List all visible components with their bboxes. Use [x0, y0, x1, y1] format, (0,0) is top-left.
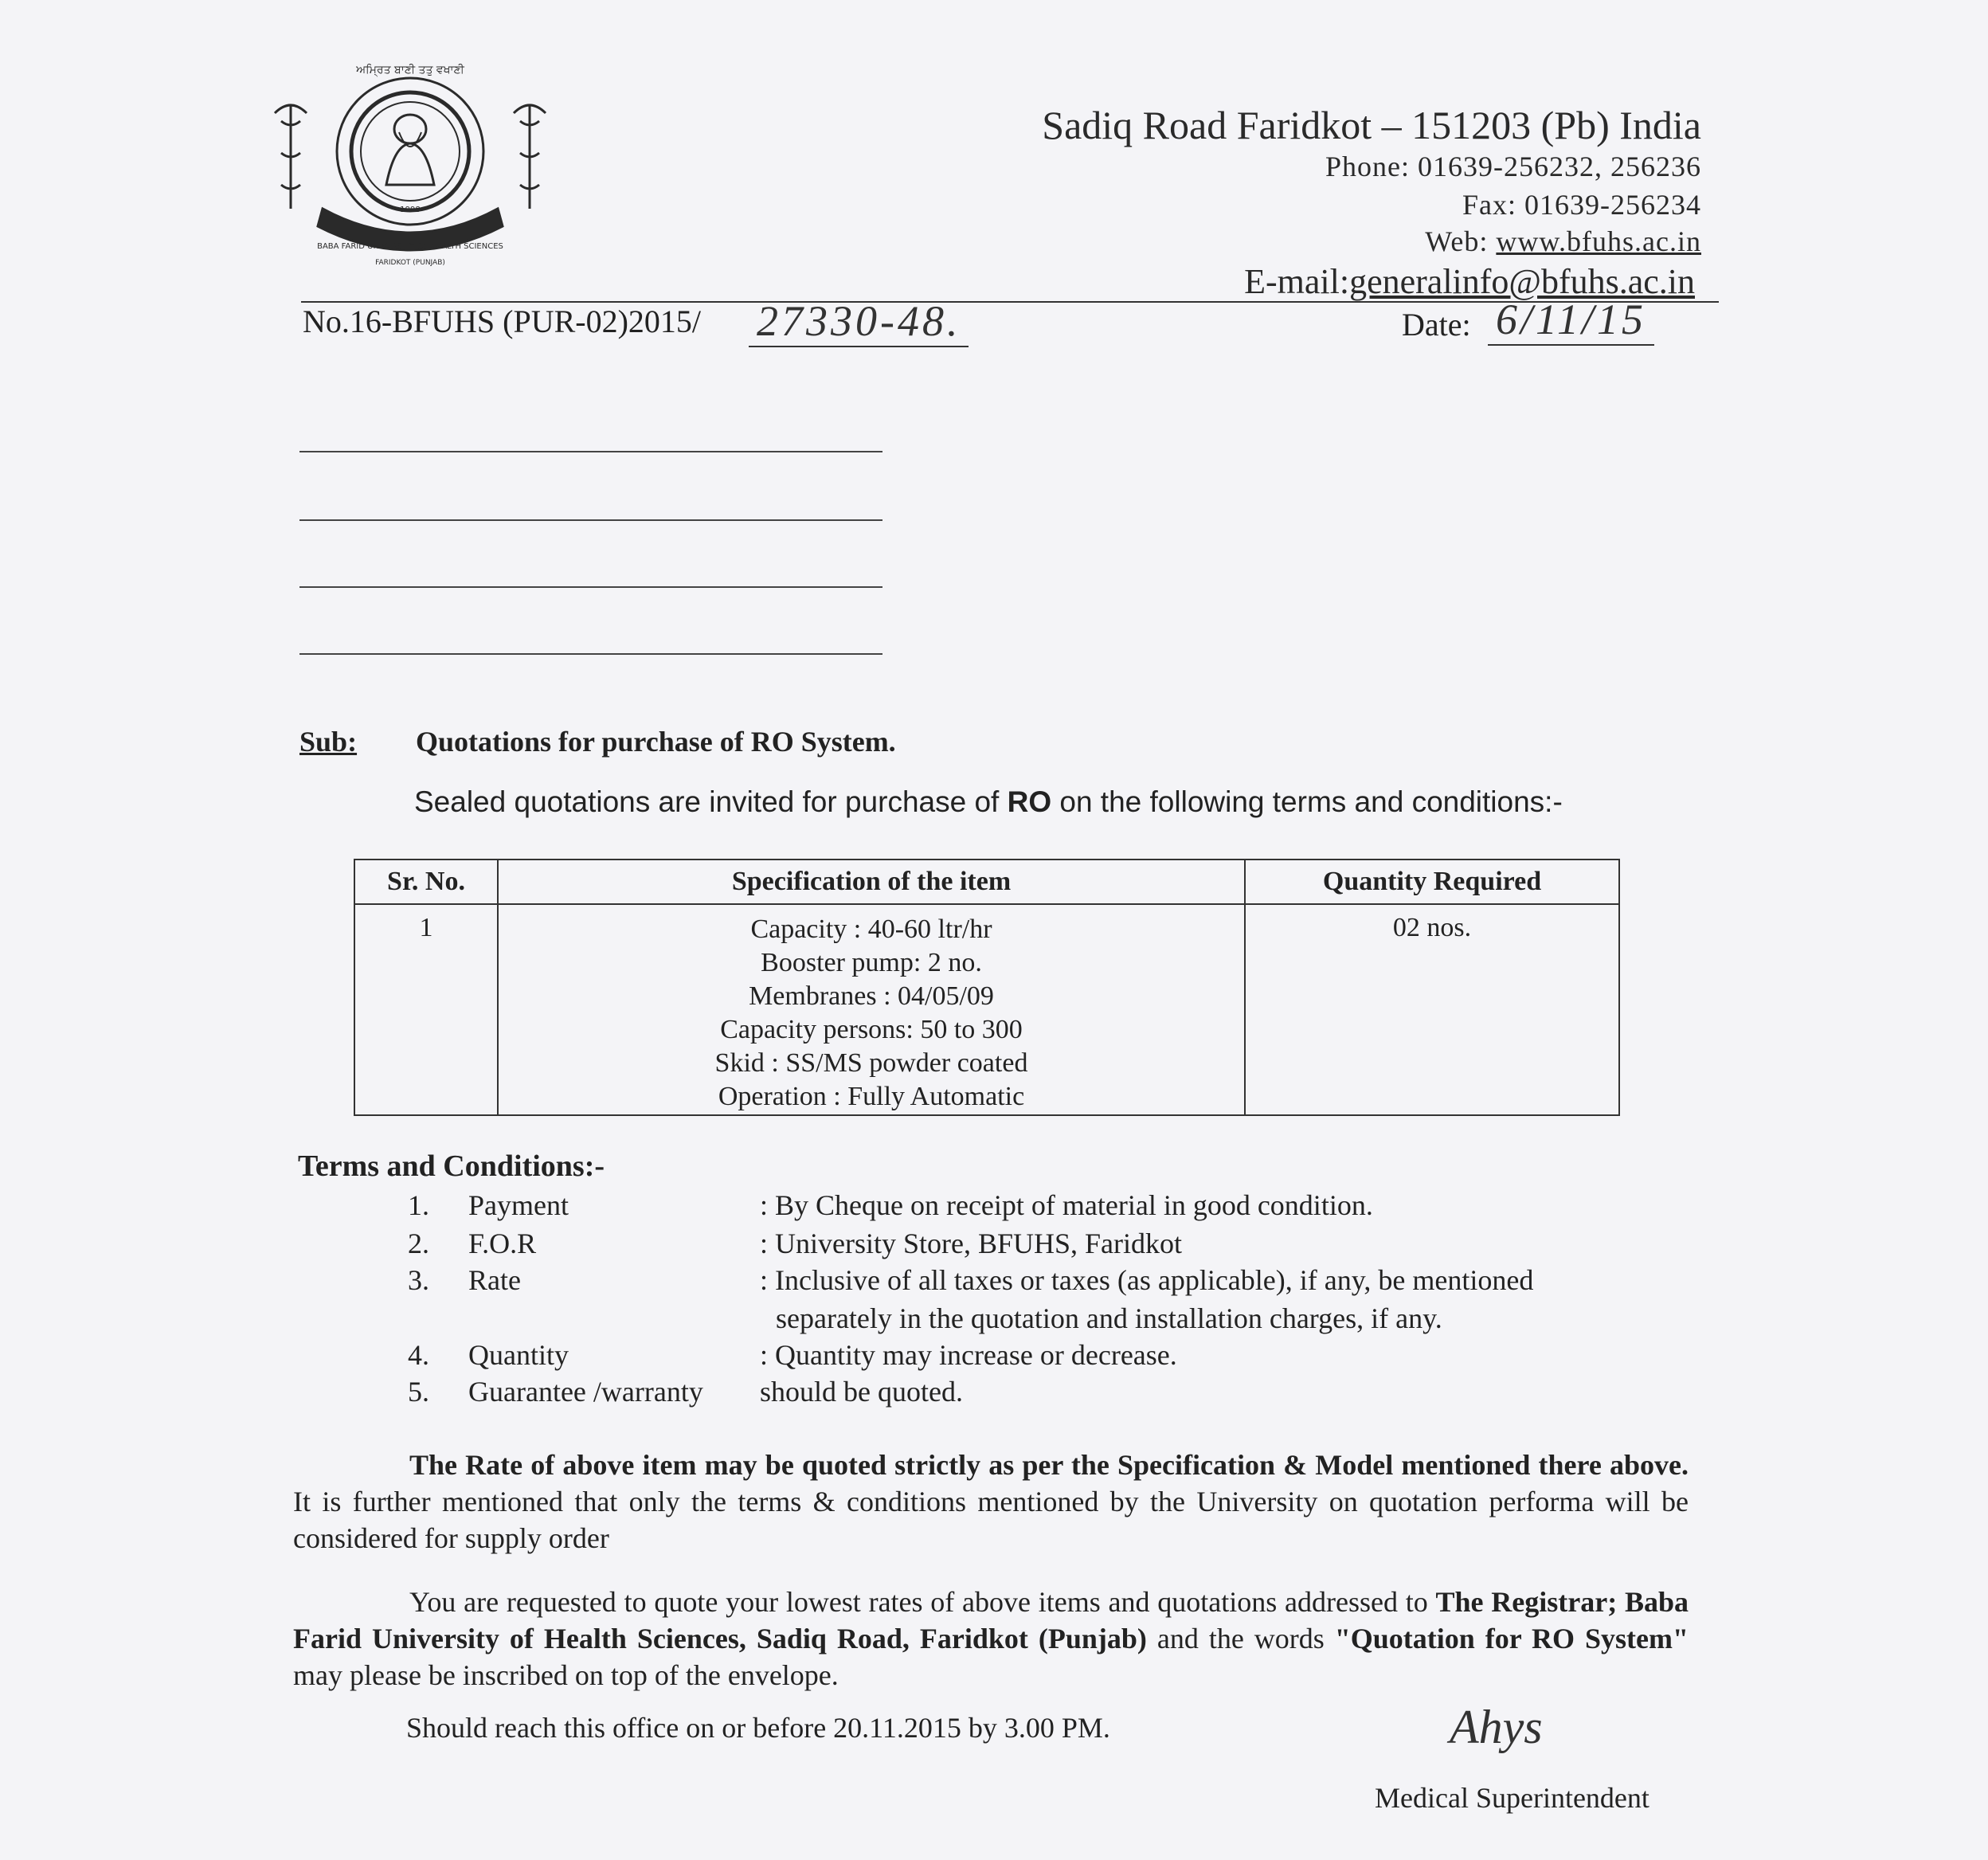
specification-table [354, 859, 1620, 1116]
term-number: 5. [408, 1376, 429, 1408]
intro-before: Sealed quotations are invited for purchase of [414, 785, 1000, 818]
seal-motto: ਅਮ੍ਰਿਤ ਬਾਣੀ ਤਤੁ ਵਖਾਣੀ [356, 64, 464, 76]
table-header-row [354, 860, 1619, 904]
rate-paragraph [293, 1447, 1689, 1557]
handwritten-date: 6/11/15 [1488, 295, 1654, 346]
request-envelope-words: "Quotation for RO System" [1334, 1623, 1689, 1654]
term-label: Rate [468, 1264, 521, 1296]
seal-place: FARIDKOT (PUNJAB) [375, 259, 445, 267]
subject-label: Sub: [299, 726, 358, 758]
header-specification: Specification of the item [498, 860, 1245, 904]
phone-number: 01639-256232, 256236 [1418, 151, 1701, 182]
request-addressee: The Registrar; Baba Farid University of Health Sciences, Sadiq Road, Faridkot (Punjab) [293, 1586, 1689, 1654]
handwritten-signature: Ahys [1450, 1701, 1543, 1753]
term-value: : Inclusive of all taxes or taxes (as applicable), if any, be mentioned [760, 1264, 1534, 1296]
web-link[interactable]: www.bfuhs.ac.in [1496, 225, 1701, 257]
phone-line [1325, 150, 1701, 183]
intro-paragraph [414, 785, 1563, 819]
cell-sr-no: 1 [354, 904, 498, 1115]
term-value: should be quoted. [760, 1376, 963, 1408]
fax-line [1462, 188, 1701, 221]
intro-after: on the following terms and conditions:- [1059, 785, 1563, 818]
header-quantity: Quantity Required [1245, 860, 1619, 904]
spec-line: Capacity : 40-60 ltr/hr [750, 914, 992, 944]
university-seal-logo [267, 49, 554, 272]
addressee-line [299, 586, 882, 588]
date-label: Date: [1402, 307, 1471, 343]
spec-line: Skid : SS/MS powder coated [714, 1048, 1028, 1078]
cell-specification [498, 904, 1245, 1115]
fax-label: Fax: [1462, 189, 1516, 221]
spec-line: Operation : Fully Automatic [718, 1082, 1025, 1111]
request-before: You are requested to quote your lowest rates of above items and quotations addressed to [409, 1586, 1428, 1618]
addressee-line [299, 519, 882, 521]
seal-name: BABA FARID UNIVERSITY OF HEALTH SCIENCES [317, 242, 503, 251]
phone-label: Phone: [1325, 151, 1410, 182]
addressee-line [299, 451, 882, 452]
term-label: Guarantee /warranty [468, 1376, 703, 1408]
term-number: 4. [408, 1339, 429, 1371]
term-number: 2. [408, 1228, 429, 1259]
term-value: : Quantity may increase or decrease. [760, 1339, 1177, 1371]
email-link[interactable]: generalinfo@bfuhs.ac.in [1349, 262, 1695, 301]
email-label: E-mail: [1244, 262, 1350, 301]
spec-line: Membranes : 04/05/09 [749, 981, 994, 1011]
term-label: F.O.R [468, 1228, 537, 1259]
request-paragraph [293, 1584, 1689, 1694]
term-value: : By Cheque on receipt of material in good condition. [760, 1189, 1373, 1221]
rate-paragraph-bold: The Rate of above item may be quoted strictly as per the Specification & Model mentioned there above. [409, 1449, 1689, 1481]
subject-text: Quotations for purchase of RO System. [416, 726, 896, 758]
term-number: 3. [408, 1264, 429, 1296]
term-label: Quantity [468, 1339, 569, 1371]
handwritten-dispatch-number: 27330-48. [749, 296, 969, 347]
university-address: Sadiq Road Faridkot – 151203 (Pb) India [1042, 103, 1701, 147]
reference-number: No.16-BFUHS (PUR-02)2015/ [303, 303, 702, 339]
rate-paragraph-rest: It is further mentioned that only the terms & conditions mentioned by the University on quotation performa will be considered for supply order [293, 1486, 1689, 1554]
deadline-line: Should reach this office on or before 20.11.2015 by 3.00 PM. [406, 1712, 1110, 1744]
request-middle: and the words [1156, 1623, 1325, 1654]
spec-line: Booster pump: 2 no. [761, 948, 982, 977]
web-label: Web: [1425, 225, 1489, 257]
term-value-continued: separately in the quotation and installation charges, if any. [776, 1302, 1442, 1334]
header-sr-no: Sr. No. [354, 860, 498, 904]
addressee-line [299, 653, 882, 655]
intro-bold: RO [1007, 785, 1052, 818]
term-label: Payment [468, 1189, 569, 1221]
term-value: : University Store, BFUHS, Faridkot [760, 1228, 1183, 1259]
terms-title: Terms and Conditions:- [298, 1149, 605, 1183]
request-after: may please be inscribed on top of the envelope. [293, 1659, 839, 1691]
cell-quantity: 02 nos. [1245, 904, 1619, 1115]
term-number: 1. [408, 1189, 429, 1221]
table-row [354, 904, 1619, 1115]
signatory-title: Medical Superintendent [1375, 1782, 1649, 1814]
spec-line: Capacity persons: 50 to 300 [720, 1015, 1023, 1044]
fax-number: 01639-256234 [1524, 189, 1701, 221]
web-line [1425, 225, 1701, 258]
seal-year: 1998 [400, 206, 421, 214]
